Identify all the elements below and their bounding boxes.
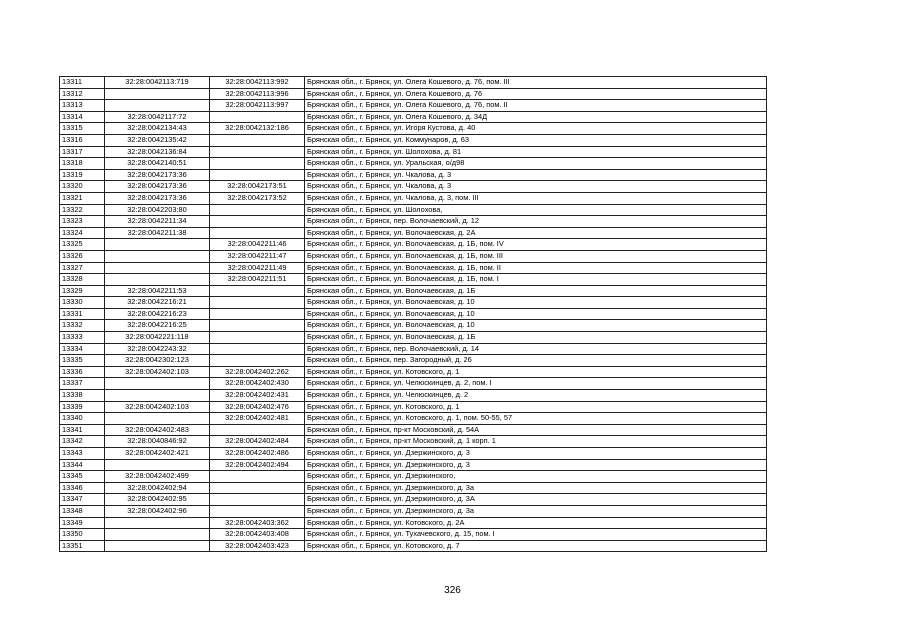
cadastral-number-cell [105,459,210,471]
related-cadastral-number-cell [210,343,305,355]
cadastral-number-cell: 32:28:0042216:23 [105,308,210,320]
table-row [60,308,767,320]
row-number-cell: 13346 [60,482,105,494]
row-number-cell: 13347 [60,494,105,506]
address-cell: Брянская обл., г. Брянск, ул. Волочаевская, д. 1Б, пом. II [305,262,767,274]
related-cadastral-number-cell [210,482,305,494]
table-row [60,332,767,344]
address-cell: Брянская обл., г. Брянск, ул. Волочаевская, д. 10 [305,320,767,332]
table-row [60,239,767,251]
cadastral-number-cell [105,540,210,552]
table-row [60,216,767,228]
cadastral-number-cell: 32:28:0042211:38 [105,227,210,239]
table-row [60,123,767,135]
row-number-cell: 13332 [60,320,105,332]
related-cadastral-number-cell [210,471,305,483]
table-row [60,378,767,390]
table-row [60,343,767,355]
address-cell: Брянская обл., г. Брянск, ул. Котовского, д. 1 [305,366,767,378]
related-cadastral-number-cell: 32:28:0042132:186 [210,123,305,135]
cadastral-number-cell: 32:28:0042402:95 [105,494,210,506]
related-cadastral-number-cell: 32:28:0042402:476 [210,401,305,413]
row-number-cell: 13344 [60,459,105,471]
cadastral-number-cell: 32:28:0042134:43 [105,123,210,135]
cadastral-number-cell [105,239,210,251]
address-cell: Брянская обл., г. Брянск, ул. Дзержинского, д. 3 [305,459,767,471]
row-number-cell: 13340 [60,413,105,425]
address-cell: Брянская обл., г. Брянск, ул. Волочаевская, д. 1Б, пом. IV [305,239,767,251]
cadastral-number-cell: 32:28:0042173:36 [105,192,210,204]
cadastral-number-cell: 32:28:0042216:21 [105,297,210,309]
cadastral-number-cell: 32:28:0042243:32 [105,343,210,355]
row-number-cell: 13314 [60,111,105,123]
cadastral-number-cell: 32:28:0042402:421 [105,448,210,460]
address-cell: Брянская обл., г. Брянск, ул. Шолохова, д. 81 [305,146,767,158]
cadastral-number-cell: 32:28:0042402:103 [105,401,210,413]
cadastral-number-cell: 32:28:0042402:499 [105,471,210,483]
row-number-cell: 13351 [60,540,105,552]
table-row [60,401,767,413]
address-cell: Брянская обл., г. Брянск, ул. Волочаевская, д. 1Б, пом. I [305,274,767,286]
cadastral-number-cell [105,529,210,541]
table-row [60,88,767,100]
address-cell: Брянская обл., г. Брянск, ул. Волочаевская, д. 1Б [305,332,767,344]
row-number-cell: 13312 [60,88,105,100]
related-cadastral-number-cell: 32:28:0042113:997 [210,100,305,112]
table-row [60,192,767,204]
related-cadastral-number-cell [210,494,305,506]
address-cell: Брянская обл., г. Брянск, ул. Дзержинского, д. 3А [305,494,767,506]
row-number-cell: 13334 [60,343,105,355]
row-number-cell: 13343 [60,448,105,460]
related-cadastral-number-cell [210,204,305,216]
related-cadastral-number-cell: 32:28:0042402:481 [210,413,305,425]
cadastral-number-cell: 32:28:0042173:36 [105,169,210,181]
cadastral-number-cell [105,517,210,529]
table-row [60,169,767,181]
row-number-cell: 13325 [60,239,105,251]
address-cell: Брянская обл., г. Брянск, ул. Шолохова, [305,204,767,216]
row-number-cell: 13317 [60,146,105,158]
related-cadastral-number-cell: 32:28:0042211:47 [210,250,305,262]
table-row [60,355,767,367]
related-cadastral-number-cell [210,320,305,332]
cadastral-number-cell: 32:28:0042221:118 [105,332,210,344]
row-number-cell: 13313 [60,100,105,112]
row-number-cell: 13342 [60,436,105,448]
table-row [60,262,767,274]
related-cadastral-number-cell: 32:28:0042211:51 [210,274,305,286]
related-cadastral-number-cell: 32:28:0042403:423 [210,540,305,552]
table-row [60,77,767,89]
cadastral-number-cell [105,250,210,262]
related-cadastral-number-cell: 32:28:0042402:431 [210,390,305,402]
cadastral-number-cell: 32:28:0042302:123 [105,355,210,367]
row-number-cell: 13348 [60,505,105,517]
cadastral-number-cell: 32:28:0042136:84 [105,146,210,158]
cadastral-number-cell: 32:28:0040846:92 [105,436,210,448]
cadastral-number-cell [105,378,210,390]
cadastral-number-cell: 32:28:0042402:103 [105,366,210,378]
row-number-cell: 13316 [60,134,105,146]
address-cell: Брянская обл., г. Брянск, ул. Тухачевского, д. 15, пом. I [305,529,767,541]
related-cadastral-number-cell [210,158,305,170]
table-row [60,494,767,506]
related-cadastral-number-cell [210,355,305,367]
related-cadastral-number-cell [210,285,305,297]
address-cell: Брянская обл., г. Брянск, пер. Волочаевский, д. 14 [305,343,767,355]
address-cell: Брянская обл., г. Брянск, пр-кт Московский, д. 54А [305,424,767,436]
table-row [60,448,767,460]
cadastral-number-cell [105,274,210,286]
address-cell: Брянская обл., г. Брянск, ул. Котовского, д. 1, пом. 50-55, 57 [305,413,767,425]
table-row [60,436,767,448]
table-row [60,517,767,529]
address-cell: Брянская обл., г. Брянск, ул. Дзержинского, д. 3 [305,448,767,460]
row-number-cell: 13335 [60,355,105,367]
row-number-cell: 13328 [60,274,105,286]
table-row [60,158,767,170]
row-number-cell: 13333 [60,332,105,344]
address-cell: Брянская обл., г. Брянск, ул. Челюскинцев, д. 2, пом. I [305,378,767,390]
address-cell: Брянская обл., г. Брянск, ул. Котовского, д. 7 [305,540,767,552]
address-cell: Брянская обл., г. Брянск, ул. Чкалова, д. 3, пом. III [305,192,767,204]
table-row [60,181,767,193]
row-number-cell: 13322 [60,204,105,216]
table-row [60,227,767,239]
table-row [60,250,767,262]
cadastral-number-cell [105,413,210,425]
address-cell: Брянская обл., г. Брянск, пер. Загородный, д. 26 [305,355,767,367]
property-register-table [59,76,767,552]
related-cadastral-number-cell: 32:28:0042211:46 [210,239,305,251]
related-cadastral-number-cell [210,134,305,146]
related-cadastral-number-cell: 32:28:0042402:484 [210,436,305,448]
table-row [60,320,767,332]
cadastral-number-cell [105,88,210,100]
table-row [60,146,767,158]
cadastral-number-cell: 32:28:0042135:42 [105,134,210,146]
table-row [60,390,767,402]
cadastral-number-cell: 32:28:0042117:72 [105,111,210,123]
address-cell: Брянская обл., г. Брянск, ул. Олега Кошевого, д. 76, пом. II [305,100,767,112]
related-cadastral-number-cell: 32:28:0042402:486 [210,448,305,460]
row-number-cell: 13323 [60,216,105,228]
address-cell: Брянская обл., г. Брянск, ул. Олега Кошевого, д. 76 [305,88,767,100]
row-number-cell: 13320 [60,181,105,193]
address-cell: Брянская обл., г. Брянск, ул. Волочаевская, д. 1Б, пом. III [305,250,767,262]
table-row [60,459,767,471]
row-number-cell: 13319 [60,169,105,181]
related-cadastral-number-cell: 32:28:0042402:430 [210,378,305,390]
cadastral-number-cell [105,262,210,274]
cadastral-number-cell: 32:28:0042113:719 [105,77,210,89]
address-cell: Брянская обл., г. Брянск, ул. Олега Кошевого, д. 34Д [305,111,767,123]
address-cell: Брянская обл., г. Брянск, ул. Дзержинского, [305,471,767,483]
related-cadastral-number-cell: 32:28:0042173:52 [210,192,305,204]
related-cadastral-number-cell: 32:28:0042113:992 [210,77,305,89]
cadastral-number-cell: 32:28:0042211:34 [105,216,210,228]
cadastral-number-cell [105,390,210,402]
table-row [60,505,767,517]
row-number-cell: 13345 [60,471,105,483]
row-number-cell: 13324 [60,227,105,239]
related-cadastral-number-cell [210,297,305,309]
table-row [60,471,767,483]
related-cadastral-number-cell [210,332,305,344]
related-cadastral-number-cell: 32:28:0042113:996 [210,88,305,100]
address-cell: Брянская обл., г. Брянск, ул. Волочаевская, д. 10 [305,308,767,320]
address-cell: Брянская обл., г. Брянск, ул. Волочаевская, д. 10 [305,297,767,309]
table-row [60,204,767,216]
row-number-cell: 13350 [60,529,105,541]
cadastral-number-cell: 32:28:0042173:36 [105,181,210,193]
address-cell: Брянская обл., г. Брянск, ул. Котовского, д. 2А [305,517,767,529]
address-cell: Брянская обл., г. Брянск, ул. Уральская, о/д98 [305,158,767,170]
address-cell: Брянская обл., г. Брянск, ул. Волочаевская, д. 1Б [305,285,767,297]
page-number: 326 [444,585,461,596]
row-number-cell: 13318 [60,158,105,170]
row-number-cell: 13321 [60,192,105,204]
table-row [60,274,767,286]
cadastral-number-cell [105,100,210,112]
table-row [60,111,767,123]
address-cell: Брянская обл., г. Брянск, ул. Волочаевская, д. 2А [305,227,767,239]
table-row [60,134,767,146]
row-number-cell: 13339 [60,401,105,413]
table-row [60,482,767,494]
table-row [60,100,767,112]
row-number-cell: 13327 [60,262,105,274]
related-cadastral-number-cell: 32:28:0042402:494 [210,459,305,471]
related-cadastral-number-cell: 32:28:0042211:49 [210,262,305,274]
address-cell: Брянская обл., г. Брянск, ул. Дзержинского, д. 3а [305,505,767,517]
table-row [60,285,767,297]
cadastral-number-cell: 32:28:0042140:51 [105,158,210,170]
cadastral-number-cell: 32:28:0042402:483 [105,424,210,436]
related-cadastral-number-cell: 32:28:0042173:51 [210,181,305,193]
row-number-cell: 13338 [60,390,105,402]
address-cell: Брянская обл., г. Брянск, ул. Коммунаров, д. 63 [305,134,767,146]
address-cell: Брянская обл., г. Брянск, ул. Челюскинцев, д. 2 [305,390,767,402]
table-row [60,413,767,425]
row-number-cell: 13315 [60,123,105,135]
related-cadastral-number-cell [210,424,305,436]
address-cell: Брянская обл., г. Брянск, ул. Чкалова, д. 3 [305,181,767,193]
row-number-cell: 13337 [60,378,105,390]
address-cell: Брянская обл., г. Брянск, ул. Игоря Кустова, д. 40 [305,123,767,135]
related-cadastral-number-cell: 32:28:0042402:262 [210,366,305,378]
related-cadastral-number-cell [210,216,305,228]
related-cadastral-number-cell [210,505,305,517]
row-number-cell: 13349 [60,517,105,529]
row-number-cell: 13311 [60,77,105,89]
row-number-cell: 13326 [60,250,105,262]
related-cadastral-number-cell [210,227,305,239]
related-cadastral-number-cell [210,111,305,123]
row-number-cell: 13331 [60,308,105,320]
table-row [60,424,767,436]
table-row [60,529,767,541]
cadastral-number-cell: 32:28:0042211:53 [105,285,210,297]
address-cell: Брянская обл., г. Брянск, ул. Дзержинского, д. 3а [305,482,767,494]
related-cadastral-number-cell [210,146,305,158]
related-cadastral-number-cell: 32:28:0042403:362 [210,517,305,529]
cadastral-number-cell: 32:28:0042216:25 [105,320,210,332]
address-cell: Брянская обл., г. Брянск, пер. Волочаевский, д. 12 [305,216,767,228]
cadastral-number-cell: 32:28:0042402:96 [105,505,210,517]
table-row [60,297,767,309]
address-cell: Брянская обл., г. Брянск, пр-кт Московский, д. 1 корп. 1 [305,436,767,448]
row-number-cell: 13330 [60,297,105,309]
row-number-cell: 13329 [60,285,105,297]
address-cell: Брянская обл., г. Брянск, ул. Чкалова, д. 3 [305,169,767,181]
table-row [60,366,767,378]
table-row [60,540,767,552]
related-cadastral-number-cell: 32:28:0042403:408 [210,529,305,541]
address-cell: Брянская обл., г. Брянск, ул. Олега Кошевого, д. 76, пом. III [305,77,767,89]
row-number-cell: 13336 [60,366,105,378]
related-cadastral-number-cell [210,169,305,181]
row-number-cell: 13341 [60,424,105,436]
cadastral-number-cell: 32:28:0042402:94 [105,482,210,494]
address-cell: Брянская обл., г. Брянск, ул. Котовского, д. 1 [305,401,767,413]
related-cadastral-number-cell [210,308,305,320]
cadastral-number-cell: 32:28:0042203:80 [105,204,210,216]
